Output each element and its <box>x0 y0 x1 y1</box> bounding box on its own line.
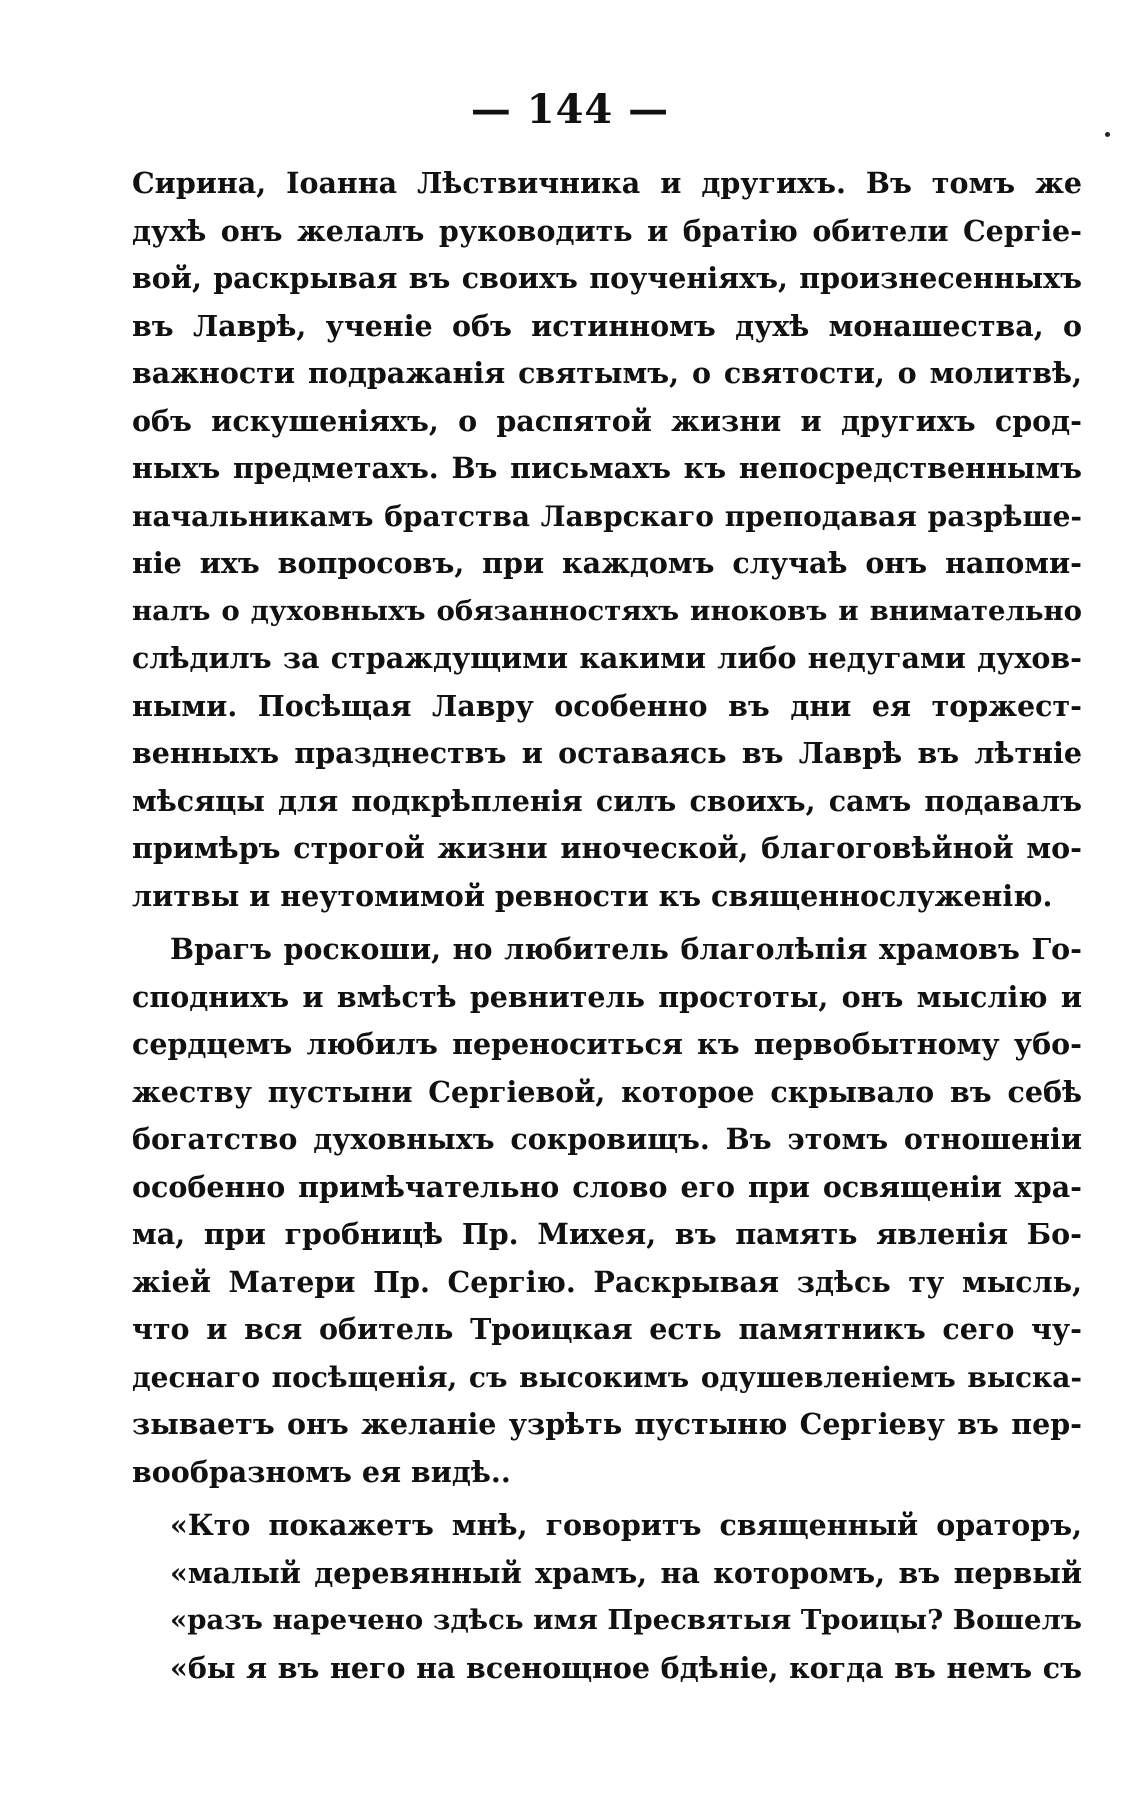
text-line: Сирина, Іоанна Лѣствичника и другихъ. Въ томъ же <box>132 166 1082 200</box>
body-text <box>132 160 1082 1692</box>
text-line: зываетъ онъ желаніе узрѣть пустыню Сергіеву въ пер- <box>132 1407 1082 1441</box>
text-line: объ искушеніяхъ, о распятой жизни и другихъ срод- <box>132 403 1082 438</box>
text-line: духѣ онъ желалъ руководить и братію обители Сергіе- <box>132 213 1082 248</box>
text-line: сердцемъ любилъ переноситься къ первобытному убо- <box>132 1027 1082 1061</box>
text-line: сподниxъ и вмѣстѣ ревнитель простоты, онъ мыслію и <box>132 979 1082 1014</box>
text-line: ніе ихъ вопросовъ, при каждомъ случаѣ онъ напоми- <box>132 546 1082 580</box>
text-line: налъ о духовныхъ обязанностяхъ иноковъ и внимательно <box>132 594 1082 627</box>
text-line: «Кто покажетъ мнѣ, говоритъ священный ораторъ, <box>170 1508 1082 1542</box>
text-line: жеству пустыни Сергіевой, которое скрывало въ себѣ <box>132 1074 1082 1109</box>
text-line: ными. Посѣщая Лавру особенно въ дни ея торжест- <box>132 688 1082 723</box>
text-line: «бы я въ него на всенощное бдѣніе, когда въ немъ съ <box>170 1650 1082 1685</box>
text-line: литвы и неутомимой ревности къ священнослуженію. <box>132 878 1053 913</box>
text-line: мѣсяцы для подкрѣпленія силъ своихъ, самъ подавалъ <box>132 783 1082 818</box>
text-line: «малый деревянный храмъ, на которомъ, въ первый <box>170 1555 1082 1590</box>
text-line: ма, при гробницѣ Пр. Михея, въ память явленія Бо- <box>132 1217 1082 1251</box>
text-line: въ Лаврѣ, ученіе объ истинномъ духѣ монашества, о <box>132 308 1082 343</box>
paragraph <box>132 1502 1082 1692</box>
text-line: что и вся обитель Троицкая есть памятникъ сего чу- <box>132 1312 1082 1346</box>
text-line: ныхъ предметахъ. Въ письмахъ къ непосредственнымъ <box>132 451 1082 485</box>
text-line: вообразномъ ея видѣ.. <box>132 1454 511 1489</box>
paragraph <box>132 160 1082 920</box>
print-speck <box>1105 132 1110 137</box>
text-line: богатство духовныхъ сокровищъ. Въ этомъ отношеніи <box>132 1122 1082 1156</box>
text-line: примѣръ строгой жизни иноческой, благоговѣйной мо- <box>132 831 1082 865</box>
text-line: венныхъ празднествъ и оставаясь въ Лаврѣ въ лѣтніе <box>132 736 1082 770</box>
text-line: жіей Матери Пр. Сергію. Раскрывая здѣсь ту мысль, <box>132 1264 1082 1299</box>
text-line: важности подражанія святымъ, о святости, о молитвѣ, <box>132 356 1082 390</box>
text-line: деснаго посѣщенія, съ высокимъ одушевленіемъ выска- <box>132 1360 1082 1394</box>
text-line: «разъ наречено здѣсь имя Пресвятыя Троицы? Вошелъ <box>170 1604 1082 1636</box>
text-line: вой, раскрывая въ своихъ поученіяхъ, произнесенныхъ <box>132 261 1082 295</box>
page-number: — 144 — <box>470 86 670 133</box>
paragraph <box>132 926 1082 1496</box>
text-line: слѣдилъ за страждущими какими либо недугами духов- <box>132 641 1082 675</box>
text-line: начальникамъ братства Лаврскаго преподавая разрѣше- <box>132 499 1082 533</box>
text-line: особенно примѣчательно слово его при освященіи хра- <box>132 1169 1082 1204</box>
text-line: Врагъ роскоши, но любитель благолѣпія храмовъ Го- <box>170 932 1082 966</box>
